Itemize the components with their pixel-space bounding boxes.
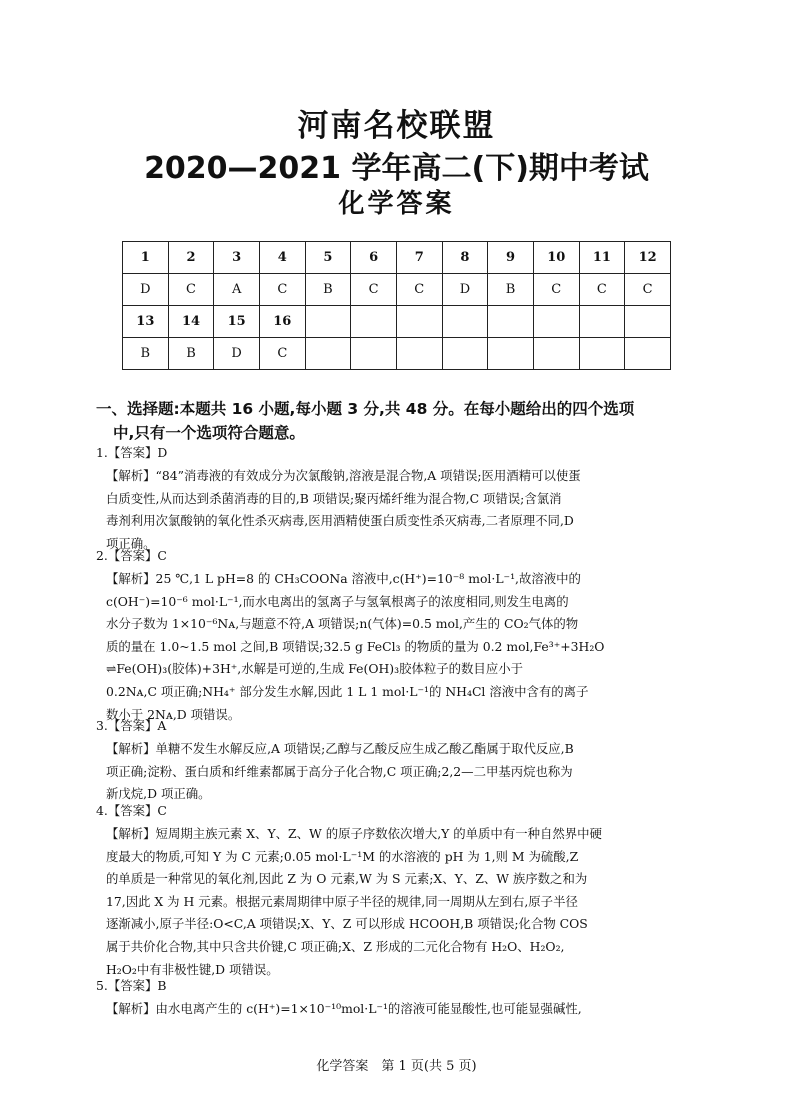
table-cell: 8 (442, 242, 488, 274)
explanation-line: 白质变性,从而达到杀菌消毒的目的,B 项错误;聚丙烯纤维为混合物,C 项错误;含氯消 (106, 490, 562, 506)
table-cell (305, 306, 351, 338)
explanation-line: 的单质是一种常见的氧化剂,因此 Z 为 O 元素,W 为 S 元素;X、Y、Z、W 族序数之和为 (106, 871, 588, 887)
table-cell: B (488, 274, 534, 306)
table-cell: 3 (214, 242, 260, 274)
table-cell: 11 (579, 242, 625, 274)
table-cell: D (214, 338, 260, 370)
answer-label: 5.【答案】B (96, 978, 167, 993)
page-footer: 化学答案 第 1 页(共 5 页) (316, 1059, 477, 1074)
answer-label: 4.【答案】C (96, 803, 167, 818)
explanation-line: 毒剂利用次氯酸钠的氧化性杀灭病毒,医用酒精使蛋白质变性杀灭病毒,二者原理不同,D (106, 513, 574, 529)
explanation (96, 465, 726, 555)
table-cell: 2 (168, 242, 214, 274)
question-number-row (123, 306, 671, 338)
question-number-row (123, 242, 671, 274)
explanation (96, 568, 726, 726)
table-cell (442, 338, 488, 370)
explanation-line: 数小于 2Nᴀ,D 项错误。 (106, 706, 241, 722)
table-cell: 9 (488, 242, 534, 274)
explanation-line: c(OH⁻)=10⁻⁶ mol·L⁻¹,而水电离出的氢离子与氢氧根离子的浓度相同,则发生电离的 (106, 593, 569, 609)
table-cell: 13 (123, 306, 169, 338)
answer-label: 2.【答案】C (96, 548, 167, 563)
table-cell (442, 306, 488, 338)
table-cell: 16 (259, 306, 305, 338)
table-cell (396, 306, 442, 338)
table-cell (579, 338, 625, 370)
table-cell: C (351, 274, 397, 306)
table-cell (351, 338, 397, 370)
explanation-line: 度最大的物质,可知 Y 为 C 元素;0.05 mol·L⁻¹M 的水溶液的 pH 为 1,则 M 为硫酸,Z (106, 848, 579, 864)
explanation-line: 项正确。 (106, 535, 156, 551)
explanation-line: 新戊烷,D 项正确。 (106, 786, 211, 802)
explanation (96, 823, 726, 981)
table-cell: B (168, 338, 214, 370)
table-cell: C (625, 274, 671, 306)
explanation-line: 质的量在 1.0~1.5 mol 之间,B 项错误;32.5 g FeCl₃ 的物质的量为 0.2 mol,Fe³⁺+3H₂O (106, 638, 605, 654)
explanation-line: 0.2Nᴀ,C 项正确;NH₄⁺ 部分发生水解,因此 1 L 1 mol·L⁻¹的 NH₄Cl 溶液中含有的离子 (106, 683, 589, 699)
table-cell: 6 (351, 242, 397, 274)
explanation-line: 【解析】由水电离产生的 c(H⁺)=1×10⁻¹⁰mol·L⁻¹的溶液可能显酸性,也可能显强碱性, (106, 1001, 582, 1016)
table-cell: 10 (533, 242, 579, 274)
explanation-line: 【解析】短周期主族元素 X、Y、Z、W 的原子序数依次增大,Y 的单质中有一种自然界中硬 (106, 826, 602, 841)
explanation-line: 17,因此 X 为 H 元素。根据元素周期律中原子半径的规律,同一周期从左到右,原子半径 (106, 893, 578, 909)
explanation-line: 【解析】“84”消毒液的有效成分为次氯酸钠,溶液是混合物,A 项错误;医用酒精可以使蛋 (106, 468, 581, 483)
answer-label: 3.【答案】A (96, 718, 167, 733)
table-cell (533, 306, 579, 338)
explanation-line: 项正确;淀粉、蛋白质和纤维素都属于高分子化合物,C 项正确;2,2—二甲基丙烷也称为 (106, 763, 573, 779)
explanation-line: H₂O₂中有非极性键,D 项错误。 (106, 961, 279, 977)
exam-title: 2020—2021 学年高二(下)期中考试 (144, 151, 649, 186)
table-cell: C (579, 274, 625, 306)
table-cell (396, 338, 442, 370)
explanation (96, 998, 726, 1021)
table-cell: 12 (625, 242, 671, 274)
section-heading-line1: 一、选择题:本题共 16 小题,每小题 3 分,共 48 分。在每小题给出的四个选项 (96, 400, 635, 418)
page-title: 河南名校联盟 (297, 108, 496, 144)
answer-table (122, 241, 671, 370)
section-heading (96, 397, 736, 445)
subject-title: 化学答案 (338, 189, 455, 219)
table-cell: B (305, 274, 351, 306)
table-cell: 14 (168, 306, 214, 338)
explanation-line: 逐渐减小,原子半径:O<C,A 项错误;X、Y、Z 可以形成 HCOOH,B 项错误;化合物 COS (106, 916, 588, 932)
table-cell: 4 (259, 242, 305, 274)
table-cell (305, 338, 351, 370)
explanation-line: ⇌Fe(OH)₃(胶体)+3H⁺,水解是可逆的,生成 Fe(OH)₃胶体粒子的数目应小于 (106, 661, 523, 677)
table-cell (625, 306, 671, 338)
answer-row (123, 274, 671, 306)
explanation (96, 738, 726, 806)
table-cell: D (442, 274, 488, 306)
table-cell: C (259, 274, 305, 306)
explanation-line: 水分子数为 1×10⁻⁶Nᴀ,与题意不符,A 项错误;n(气体)=0.5 mol,产生的 CO₂气体的物 (106, 616, 579, 632)
table-cell: B (123, 338, 169, 370)
answer-row (123, 338, 671, 370)
table-cell: A (214, 274, 260, 306)
answer-label: 1.【答案】D (96, 445, 168, 460)
table-cell (488, 338, 534, 370)
table-cell: 15 (214, 306, 260, 338)
section-heading-line2: 中,只有一个选项符合题意。 (113, 424, 305, 442)
explanation-line: 【解析】单糖不发生水解反应,A 项错误;乙醇与乙酸反应生成乙酸乙酯属于取代反应,B (106, 741, 574, 756)
table-cell (533, 338, 579, 370)
table-cell: 7 (396, 242, 442, 274)
table-cell (579, 306, 625, 338)
table-cell: C (259, 338, 305, 370)
table-cell (488, 306, 534, 338)
table-cell: C (396, 274, 442, 306)
table-cell (351, 306, 397, 338)
table-cell (625, 338, 671, 370)
explanation-line: 属于共价化合物,其中只含共价键,C 项正确;X、Z 形成的二元化合物有 H₂O、H₂O₂, (106, 938, 565, 954)
table-cell: 1 (123, 242, 169, 274)
table-cell: 5 (305, 242, 351, 274)
table-cell: D (123, 274, 169, 306)
table-cell: C (168, 274, 214, 306)
table-cell: C (533, 274, 579, 306)
explanation-line: 【解析】25 ℃,1 L pH=8 的 CH₃COONa 溶液中,c(H⁺)=10⁻⁸ mol·L⁻¹,故溶液中的 (106, 571, 581, 586)
